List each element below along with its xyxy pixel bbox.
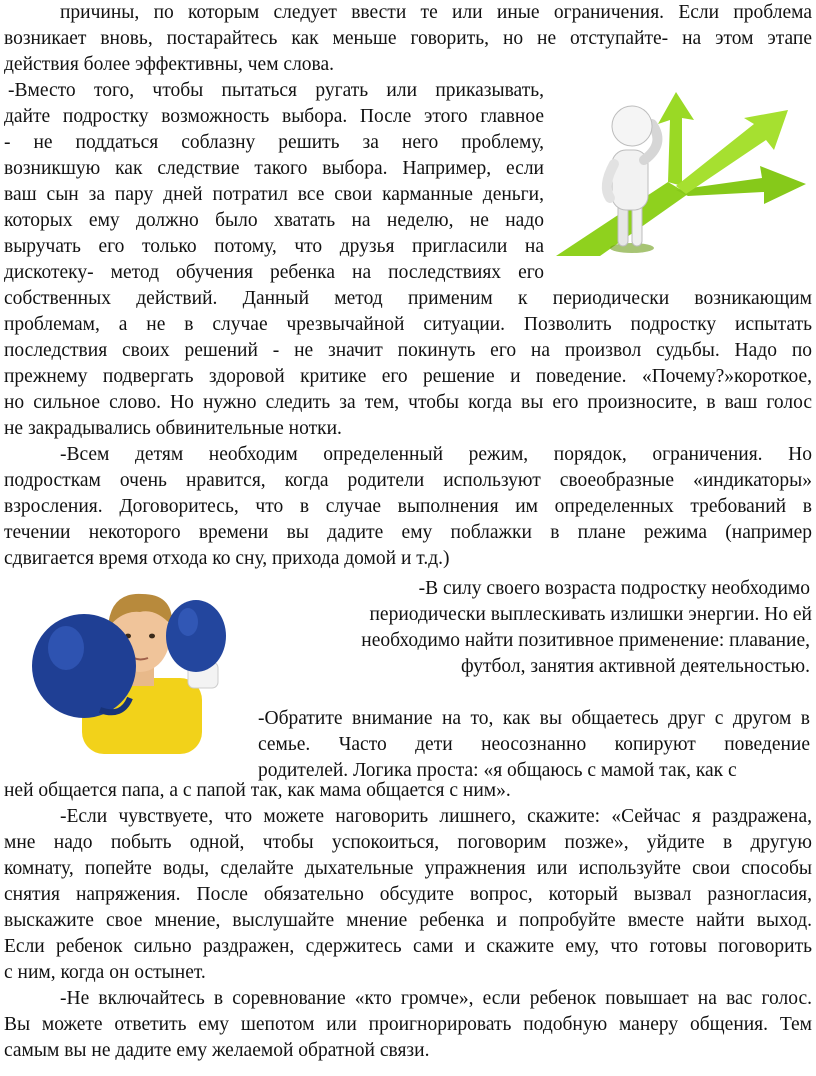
- text-line: дайте подростку возможность выбора. После этого главное: [4, 106, 544, 127]
- text-line: выручать его только потому, что друзья пригласили на: [4, 236, 544, 257]
- text-line: ней общается папа, а с папой так, как мама общается с ним».: [4, 780, 511, 801]
- boxer-boy-illustration: [30, 578, 252, 754]
- text-line: подросткам очень нравится, когда родители используют своеобразные «индикаторы»: [4, 470, 812, 491]
- text-line: дискотеку- метод обучения ребенка на последствиях его: [4, 262, 544, 283]
- text-line: прежнему подвергать здоровой критике его решение и поведение. «Почему?»короткое,: [4, 366, 812, 387]
- crossroads-illustration: [548, 86, 810, 262]
- text-line: действия более эффективны, чем слова.: [4, 54, 335, 75]
- text-line: с ним, когда он остынет.: [4, 962, 206, 983]
- text-line: -Вместо того, чтобы пытаться ругать или приказывать,: [8, 80, 544, 101]
- text-line: Если ребенок сильно раздражен, сдержитесь сами и скажите ему, что готовы поговорить: [4, 936, 812, 957]
- text-line: возникшую как следствие такого выбора. Например, если: [4, 158, 544, 179]
- text-line: проблемам, а не в случае чрезвычайной ситуации. Позволить подростку испытать: [4, 314, 812, 335]
- text-line: причины, по которым следует ввести те или иные ограничения. Если проблема: [60, 2, 812, 23]
- text-line: родителей. Логика проста: «я общаюсь с мамой так, как с: [258, 760, 737, 781]
- text-line: периодически выплескивать излишки энергии. Но ей: [369, 604, 812, 625]
- text-line: футбол, занятия активной деятельностью.: [461, 656, 810, 677]
- arrow-left-shape: [658, 92, 694, 186]
- text-line: -В силу своего возраста подростку необходимо: [418, 578, 810, 599]
- text-line: -Не включайтесь в соревнование «кто громче», если ребенок повышает на вас голос.: [60, 988, 812, 1009]
- text-line: возникает вновь, постарайтесь как меньше говорить, но не отступайте- на этом этапе: [4, 28, 812, 49]
- text-line: семье. Часто дети неосознанно копируют поведение: [258, 734, 810, 755]
- text-line: течении некоторого времени вы дадите ему поблажки в плане режима (например: [4, 522, 812, 543]
- text-line: Вы можете ответить ему шепотом или проигнорировать подобную манеру общения. Тем: [4, 1014, 812, 1035]
- right-glove-shape: [166, 600, 226, 672]
- text-line: -Обратите внимание на то, как вы общаетесь друг с другом в: [258, 708, 810, 729]
- text-line: взросления. Договоритесь, что в случае выполнения им определенных требований в: [4, 496, 812, 517]
- text-line: - не поддаться соблазну решить за него проблему,: [4, 132, 544, 153]
- text-line: необходимо найти позитивное применение: плавание,: [361, 630, 810, 651]
- text-line: комнату, попейте воды, сделайте дыхательные упражнения или используйте свои способы: [4, 858, 812, 879]
- text-line: ваш сын за пару дней потратил все свои карманные деньги,: [4, 184, 544, 205]
- text-line: снятия напряжения. После обязательно обсудите вопрос, который вызвал разногласия,: [4, 884, 812, 905]
- text-line: мне надо побыть одной, чтобы успокоиться, поговорим позже», уйдите в другую: [4, 832, 812, 853]
- text-line: собственных действий. Данный метод применим к периодически возникающим: [4, 288, 812, 309]
- text-line: которых ему должно было хватать на неделю, не надо: [4, 210, 544, 231]
- text-line: самым вы не дадите ему желаемой обратной связи.: [4, 1040, 430, 1061]
- left-glove-shape: [32, 614, 136, 718]
- text-line: выскажите свое мнение, выслушайте мнение ребенка и попробуйте вместе найти выход.: [4, 910, 812, 931]
- text-line: -Если чувствуете, что можете наговорить лишнего, скажите: «Сейчас я раздражена,: [60, 806, 812, 827]
- text-line: сдвигается время отхода ко сну, прихода домой и т.д.): [4, 548, 450, 569]
- text-line: но сильное слово. Но нужно следить за тем, чтобы когда вы его произносите, в ваш голос: [4, 392, 812, 413]
- text-line: -Всем детям необходим определенный режим, порядок, ограничения. Но: [60, 444, 812, 465]
- text-line: не закрадывались обвинительные нотки.: [4, 418, 342, 439]
- text-line: последствия своих решений - не значит покинуть его на произвол судьбы. Надо по: [4, 340, 812, 361]
